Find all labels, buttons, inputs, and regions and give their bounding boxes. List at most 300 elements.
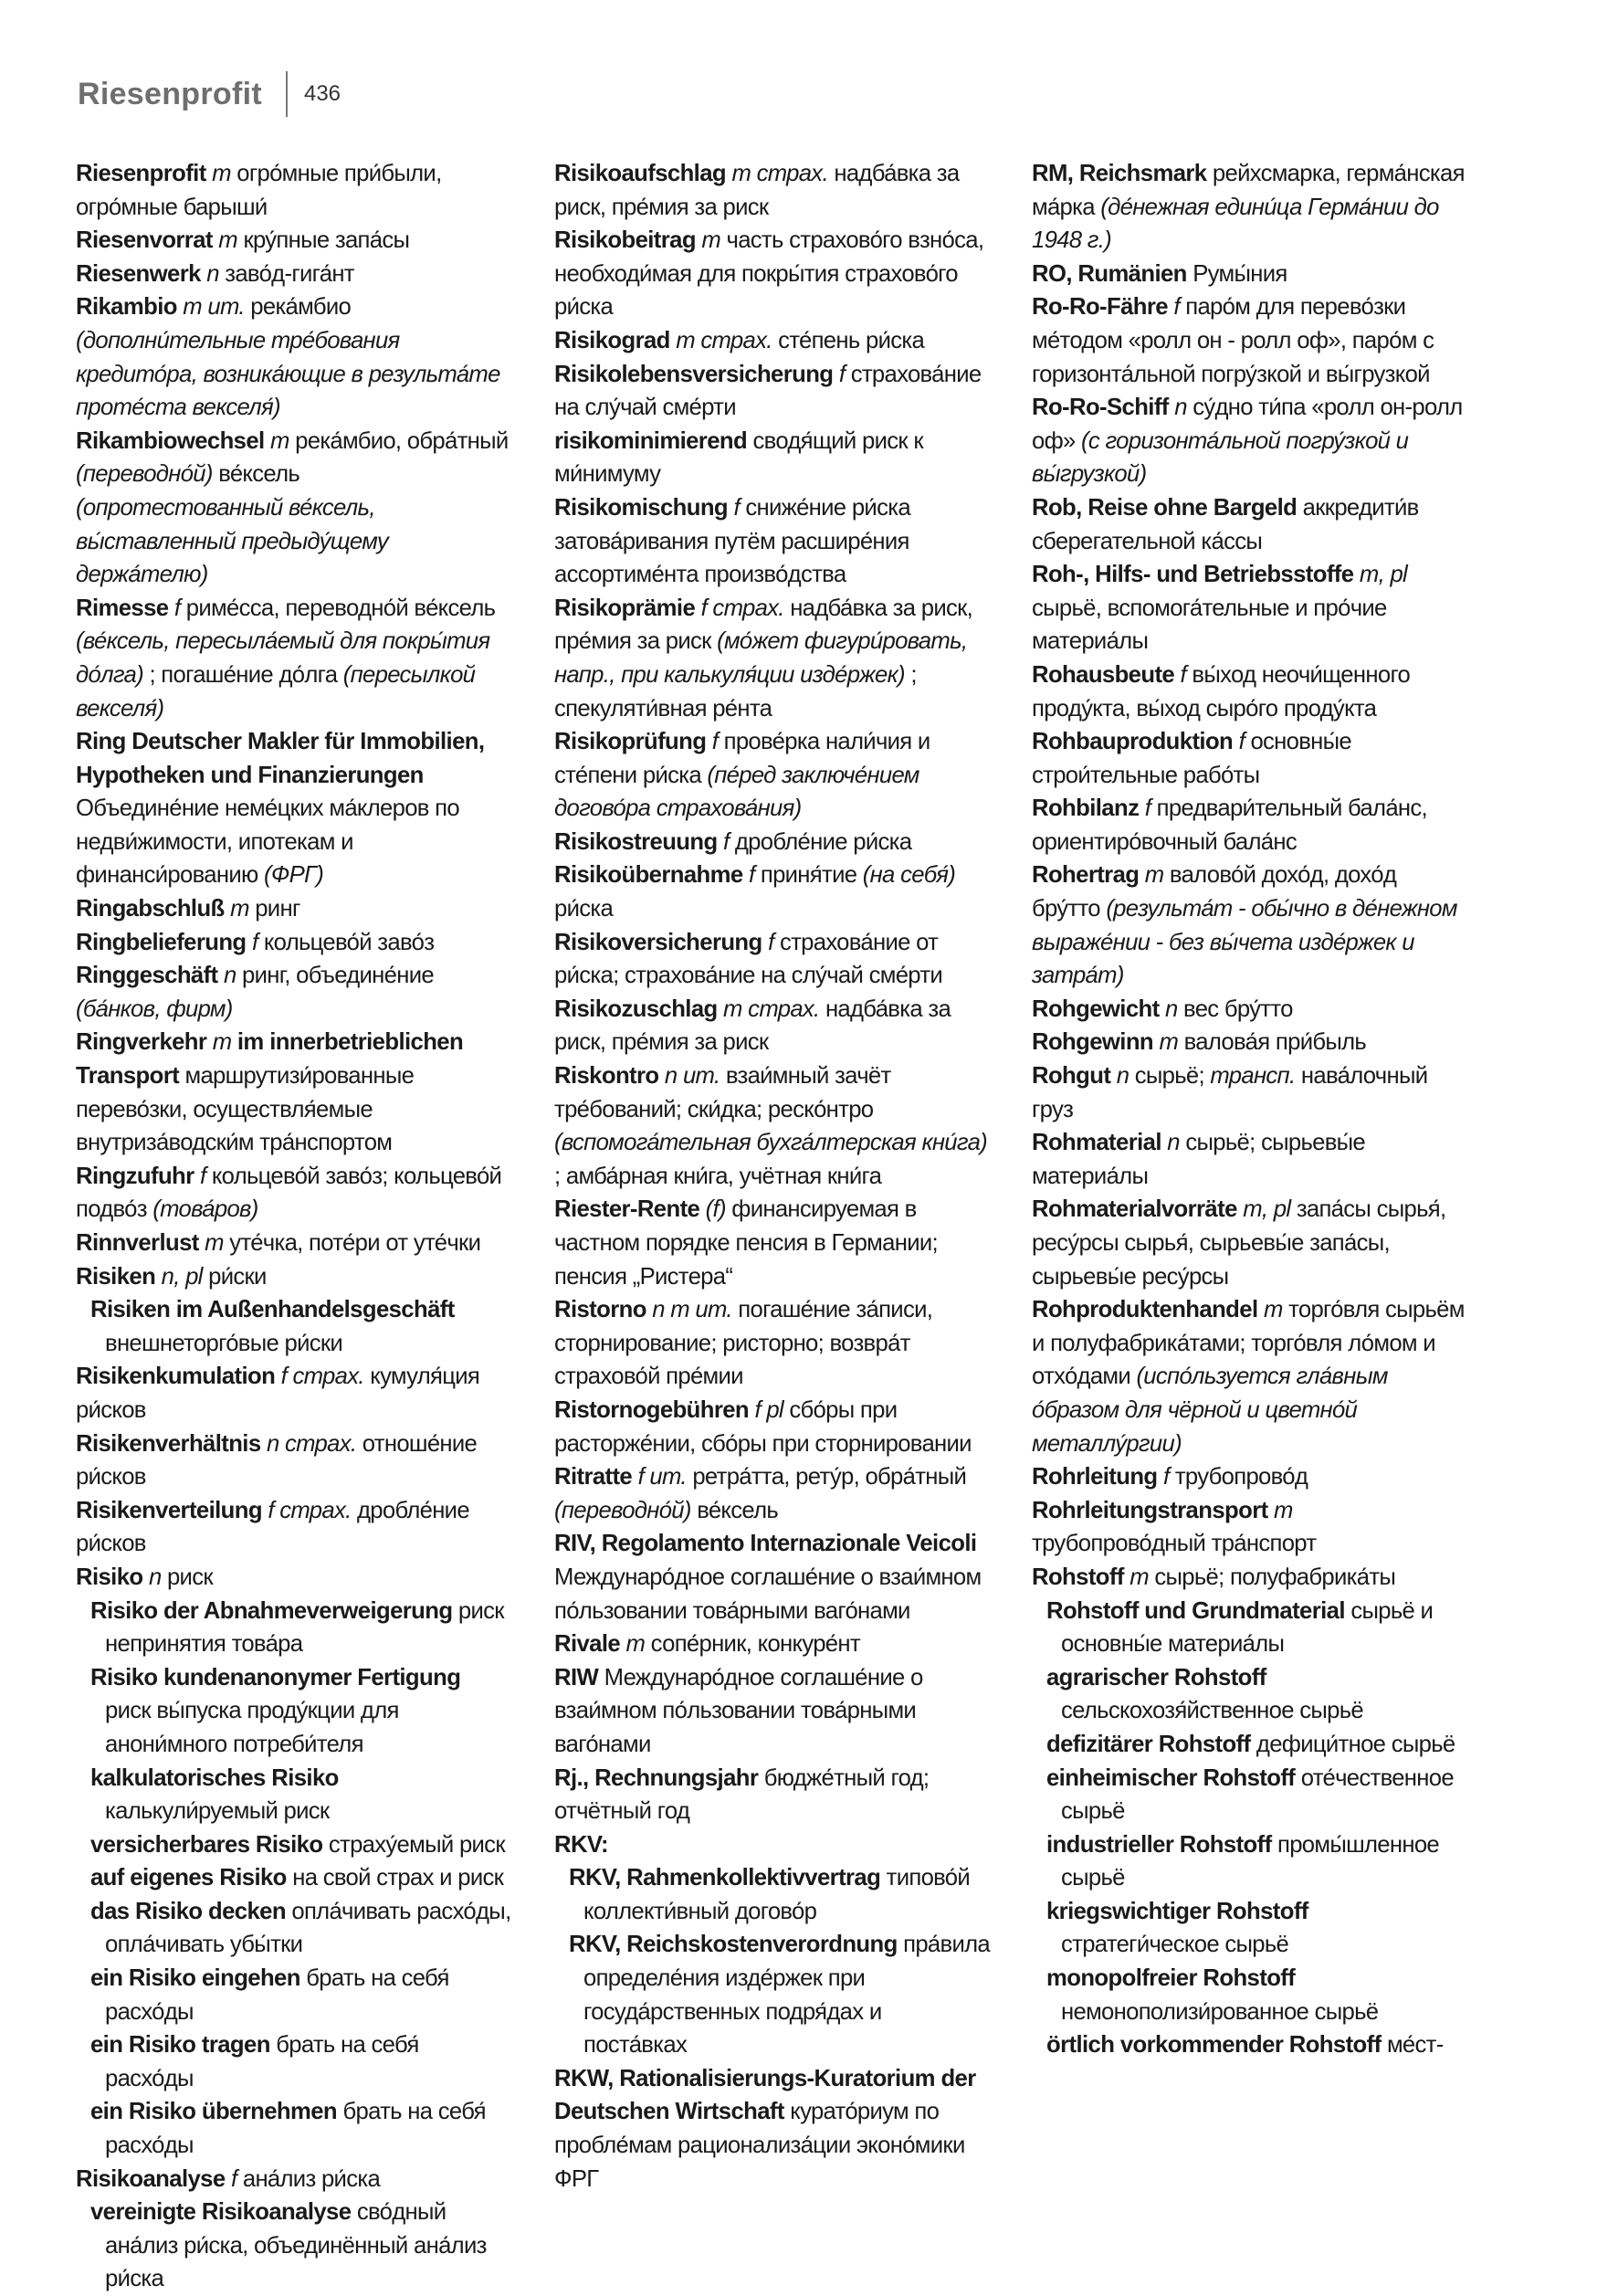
dictionary-entry — [540, 826, 990, 859]
translation: сте́пень ри́ска — [778, 327, 925, 353]
translation: заво́д-гига́нт — [225, 260, 354, 287]
headword: Risikenverhältnis — [76, 1430, 261, 1457]
translation: сельскохозя́йственное сырьё — [1061, 1698, 1364, 1724]
translation: аккредити́в сберегательной ка́ссы — [1032, 494, 1419, 554]
translation: брать на себя́ расхо́ды — [105, 2032, 419, 2091]
grammar-label: f — [748, 862, 755, 889]
translation: надба́вка за риск, пре́мия за риск — [554, 995, 951, 1056]
translation: часть страхово́го взно́са, необходи́мая для покры́тия страхово́го ри́ска — [554, 227, 984, 321]
headword: RKV, Reichskostenverordnung — [569, 1932, 898, 1958]
translation: дробле́ние ри́сков — [76, 1497, 469, 1557]
headword: Ro-Ro-Schiff — [1032, 395, 1169, 421]
dictionary-entry — [1017, 658, 1467, 725]
translation: огро́мные при́были, огро́мные барыши́ — [76, 161, 442, 220]
usage-note: (това́ров) — [152, 1196, 258, 1223]
grammar-label: f страх. — [268, 1497, 352, 1523]
dictionary-entry — [540, 1394, 990, 1460]
headword: RM, Reichsmark — [1032, 161, 1207, 186]
headword: Risikoprüfung — [554, 729, 707, 755]
headword: Risikoübernahme — [554, 862, 743, 889]
page-number: 436 — [303, 81, 341, 106]
dictionary-entry — [1017, 258, 1467, 291]
headword: Risiken — [76, 1263, 156, 1290]
translation: валова́я при́быль — [1183, 1029, 1367, 1056]
grammar-label: n страх. — [266, 1430, 357, 1457]
dictionary-entry — [1017, 157, 1467, 258]
translation: дробле́ние ри́ска — [734, 828, 912, 855]
headword: RO, Rumänien — [1032, 260, 1187, 287]
dictionary-entry — [540, 1762, 990, 1828]
translation: надба́вка за риск, пре́мия за риск — [554, 161, 960, 220]
dictionary-entry — [540, 425, 990, 491]
translation: страхова́ние от ри́ска; страхова́ние на слу́чай сме́рти — [554, 929, 943, 989]
usage-note: (ФРГ) — [264, 862, 324, 889]
translation: немонополизи́рованное сырьё — [1061, 1998, 1379, 2025]
dictionary-entry — [540, 324, 990, 358]
headword: kalkulatorisches Risiko — [90, 1764, 339, 1791]
headword: Rohausbeute — [1032, 661, 1175, 688]
header-divider — [286, 71, 288, 117]
dictionary-entry — [1017, 792, 1467, 858]
dictionary-entry — [61, 1561, 511, 1595]
dictionary-subentry — [1032, 1728, 1467, 1762]
dictionary-subentry — [76, 1962, 511, 2028]
translation: сырьё, вспомога́тельные и про́чие материа́лы — [1032, 595, 1387, 655]
headword: Rohbauproduktion — [1032, 729, 1234, 755]
translation: риме́сса, переводно́й ве́ксель — [185, 595, 496, 621]
headword: Rohmaterial — [1032, 1130, 1161, 1156]
dictionary-entry — [61, 1427, 511, 1494]
running-head-word: Riesenprofit — [78, 76, 262, 111]
dictionary-entry — [540, 491, 990, 592]
headword: Ringgeschäft — [76, 963, 218, 989]
grammar-label: (f) — [705, 1196, 726, 1223]
headword: Riester-Rente — [554, 1196, 700, 1223]
translation: взаи́мный зачёт тре́бований; ски́дка; реско́нтро — [554, 1063, 891, 1122]
dictionary-subentry — [554, 1928, 990, 2061]
dictionary-entry — [540, 358, 990, 425]
usage-note: (пе́ред заключе́нием догово́ра страхова́ния) — [554, 762, 919, 822]
dictionary-entry — [61, 892, 511, 926]
dictionary-column-3 — [1032, 157, 1467, 2062]
translation-continued: ри́ска — [554, 896, 614, 922]
headword: Rob, Reise ohne Bargeld — [1032, 494, 1298, 521]
dictionary-entry — [61, 2163, 511, 2196]
headword: Rinnverlust — [76, 1230, 199, 1256]
headword: RKW, Rationalisierungs-Kuratorium der Deutschen Wirtschaft — [554, 2065, 976, 2125]
translation: на свой страх и риск — [292, 1865, 504, 1891]
dictionary-entry — [61, 157, 511, 224]
translation-continued: ве́ксель — [697, 1497, 779, 1523]
headword: RKV: — [554, 1831, 608, 1858]
dictionary-entry — [540, 926, 990, 993]
grammar-label: m — [1274, 1497, 1293, 1523]
translation: Объедине́ние неме́цких ма́клеров по недви́жимости, ипотекам и финанси́рованию — [76, 795, 459, 889]
dictionary-entry — [61, 258, 511, 291]
dictionary-entry — [540, 592, 990, 725]
headword: versicherbares Risiko — [90, 1831, 323, 1858]
dictionary-entry — [61, 725, 511, 892]
usage-note: (дополни́тельные тре́бования кредито́ра, возника́ющие в результа́те проте́ста векселя́) — [76, 327, 500, 421]
translation-continued: нава́лочный груз — [1032, 1063, 1428, 1122]
dictionary-subentry — [76, 2095, 511, 2162]
translation: вес бру́тто — [1183, 995, 1293, 1022]
usage-note-2: (опротестованный ве́ксель, вы́ставленный предыду́щему держа́телю) — [76, 494, 388, 588]
translation: сопе́рник, конкуре́нт — [650, 1631, 860, 1658]
grammar-label: m — [270, 427, 289, 454]
translation: валово́й дохо́д, дохо́д бру́тто — [1032, 862, 1397, 922]
translation: отноше́ние ри́сков — [76, 1430, 478, 1490]
headword: Rohrleitungstransport — [1032, 1497, 1268, 1523]
translation: типово́й коллекти́вный догово́р — [583, 1865, 971, 1924]
dictionary-entry — [540, 858, 990, 925]
dictionary-entry — [1017, 1494, 1467, 1561]
usage-note: (с горизонта́льной погру́зкой и вы́грузкой) — [1032, 427, 1409, 488]
dictionary-entry — [1017, 993, 1467, 1027]
translation: сниже́ние ри́ска затова́ривания путём расшире́ния ассортиме́нта произво́дства — [554, 494, 910, 588]
translation: сводя́щий риск к ми́нимуму — [554, 427, 923, 488]
dictionary-entry — [540, 1527, 990, 1627]
dictionary-entry — [540, 2062, 990, 2196]
translation: река́мбио, обра́тный — [295, 427, 509, 454]
dictionary-column-1 — [76, 157, 511, 2296]
dictionary-subentry — [76, 1762, 511, 1828]
dictionary-entry — [540, 1193, 990, 1293]
dictionary-subentry — [76, 1828, 511, 1862]
headword: Ristornogebühren — [554, 1396, 750, 1423]
translation: река́мбио — [250, 294, 352, 321]
grammar-label: m — [212, 161, 231, 186]
usage-note: (на себя́) — [862, 862, 956, 889]
translation: ринг, объедине́ние — [241, 963, 434, 989]
grammar-label: m — [218, 227, 237, 254]
dictionary-entry — [1017, 1293, 1467, 1460]
grammar-label: f — [199, 1163, 206, 1189]
translation: погаше́ние за́писи, сторнирование; ристорно; возвра́т страхово́й пре́мии — [554, 1297, 933, 1390]
headword: Riesenwerk — [76, 260, 201, 287]
usage-note: трансп. — [1210, 1063, 1296, 1090]
usage-note: (вспомога́тельная бухга́лтерская кни́га) — [554, 1130, 988, 1156]
usage-note: (переводно́й) — [554, 1497, 691, 1523]
usage-note: (переводно́й) — [76, 461, 213, 488]
headword: auf eigenes Risiko — [90, 1865, 287, 1891]
grammar-label: f — [1238, 729, 1245, 755]
grammar-label: m — [230, 896, 249, 922]
headword: risikominimierend — [554, 427, 748, 454]
dictionary-column-2 — [554, 157, 990, 2196]
grammar-label: n — [1174, 395, 1187, 421]
headword: Rohstoff — [1032, 1564, 1124, 1590]
headword: agrarischer Rohstoff — [1046, 1664, 1266, 1690]
grammar-label: n, pl — [161, 1263, 203, 1290]
dictionary-entry — [1017, 1460, 1467, 1494]
dictionary-entry — [540, 1627, 990, 1661]
headword: das Risiko decken — [90, 1898, 286, 1924]
dictionary-entry — [1017, 1059, 1467, 1126]
translation: калькули́руемый риск — [105, 1798, 330, 1825]
translation: ри́ски — [208, 1263, 267, 1290]
dictionary-entry — [540, 1828, 990, 1862]
grammar-label: n — [1165, 995, 1178, 1022]
translation: стратеги́ческое сырьё — [1061, 1932, 1289, 1958]
grammar-label: f — [1173, 294, 1180, 321]
grammar-label: m — [205, 1230, 224, 1256]
grammar-label: f — [1144, 795, 1151, 822]
grammar-label: f — [733, 494, 740, 521]
dictionary-subentry — [76, 1861, 511, 1895]
dictionary-subentry — [1032, 1762, 1467, 1828]
headword: RIV, Regolamento Internazionale Veicoli — [554, 1531, 977, 1557]
dictionary-entry — [540, 1059, 990, 1193]
dictionary-entry — [61, 1160, 511, 1227]
grammar-label: f pl — [754, 1396, 783, 1423]
headword: Rohmaterialvorräte — [1032, 1196, 1237, 1223]
headword: einheimischer Rohstoff — [1046, 1764, 1296, 1791]
headword: RKV, Rahmenkollektivvertrag — [569, 1865, 881, 1891]
dictionary-entry — [1017, 558, 1467, 658]
dictionary-subentry — [76, 1293, 511, 1360]
dictionary-subentry — [76, 2196, 511, 2296]
translation: Междунаро́дное соглаше́ние о взаи́мном по́льзовании това́рными ваго́нами — [554, 1564, 982, 1624]
headword: Risikenverteilung — [76, 1497, 262, 1523]
headword: Risikoprämie — [554, 595, 696, 621]
headword: Risikozuschlag — [554, 995, 718, 1022]
headword: Rohbilanz — [1032, 795, 1140, 822]
dictionary-entry — [61, 1227, 511, 1260]
headword: Risiko — [76, 1564, 143, 1590]
translation: промы́шленное сырьё — [1061, 1831, 1440, 1891]
dictionary-entry — [540, 725, 990, 826]
headword: ein Risiko eingehen — [90, 1965, 300, 1992]
dictionary-entry — [540, 993, 990, 1059]
grammar-label: m — [1263, 1297, 1283, 1323]
translation: пра́вила определе́ния изде́ржек при госуда́рственных подря́дах и поста́вках — [583, 1932, 990, 2059]
translation: страху́емый риск — [328, 1831, 505, 1858]
dictionary-entry — [61, 1260, 511, 1294]
translation: брать на себя́ расхо́ды — [105, 2099, 486, 2159]
headword: vereinigte Risikoanalyse — [90, 2199, 352, 2226]
translation: внешнеторго́вые ри́ски — [105, 1330, 343, 1356]
dictionary-entry — [61, 959, 511, 1026]
headword: Rohertrag — [1032, 862, 1140, 889]
dictionary-subentry — [1032, 1661, 1467, 1728]
grammar-label: f — [768, 929, 774, 955]
translation: опла́чивать расхо́ды, опла́чивать убы́тки — [105, 1898, 511, 1958]
translation: предвари́тельный бала́нс, ориентиро́вочный бала́нс — [1032, 795, 1427, 855]
translation: ретра́тта, рету́р, обра́тный — [692, 1464, 967, 1490]
headword: Risikograd — [554, 327, 670, 353]
headword: Rohgewinn — [1032, 1029, 1154, 1056]
grammar-label: n — [206, 260, 219, 287]
grammar-label: n m ит. — [652, 1297, 732, 1323]
headword: Rohrleitung — [1032, 1464, 1158, 1490]
dictionary-entry — [61, 592, 511, 725]
translation: сырьё; полуфабрика́ты — [1154, 1564, 1396, 1590]
headword: Rj., Rechnungsjahr — [554, 1764, 759, 1791]
dictionary-entry — [540, 157, 990, 224]
headword: industrieller Rohstoff — [1046, 1831, 1272, 1858]
translation: ана́лиз ри́ска — [242, 2165, 381, 2192]
headword: ein Risiko übernehmen — [90, 2099, 338, 2125]
translation: кольцево́й заво́з — [263, 929, 435, 955]
headword-phrase: im innerbetrieblichen Transport — [76, 1029, 464, 1090]
translation: трубопрово́д — [1174, 1464, 1308, 1490]
headword: Risikoaufschlag — [554, 161, 726, 186]
translation: сырьё; — [1134, 1063, 1204, 1090]
translation-continued: ; амба́рная кни́га, учётная кни́га — [554, 1163, 882, 1189]
grammar-label: m страх. — [676, 327, 772, 353]
dictionary-entry — [1017, 1561, 1467, 1595]
grammar-label: n — [148, 1564, 162, 1590]
dictionary-entry — [61, 1360, 511, 1427]
grammar-label: m — [212, 1029, 232, 1056]
grammar-label: f ит. — [637, 1464, 687, 1490]
translation: маршрутизи́рованные перево́зки, осуществля́емые внутриза́водски́м тра́нспортом — [76, 1063, 415, 1156]
translation: кру́пные запа́сы — [243, 227, 410, 254]
headword: Ringverkehr — [76, 1029, 207, 1056]
dictionary-entry — [1017, 391, 1467, 491]
translation: Румы́ния — [1192, 260, 1287, 287]
dictionary-subentry — [76, 1595, 511, 1661]
translation: оте́чественное сырьё — [1061, 1764, 1454, 1825]
dictionary-subentry — [554, 1861, 990, 1928]
headword: RIW — [554, 1664, 599, 1690]
dictionary-entry — [61, 425, 511, 592]
dictionary-subentry — [1032, 1828, 1467, 1895]
running-header — [78, 71, 341, 117]
translation: страхова́ние на слу́чай сме́рти — [554, 361, 982, 421]
headword: Ringzufuhr — [76, 1163, 194, 1189]
grammar-label: n — [1167, 1130, 1180, 1156]
headword: Rimesse — [76, 595, 169, 621]
grammar-label: f — [1180, 661, 1186, 688]
headword: ein Risiko tragen — [90, 2032, 270, 2059]
headword: Roh-, Hilfs- und Betriebsstoffe — [1032, 562, 1354, 588]
translation: кольцево́й заво́з; кольцево́й подво́з — [76, 1163, 502, 1223]
translation: торго́вля сырьём и полуфабрика́тами; торго́вля ло́мом и отхо́дами — [1032, 1297, 1465, 1390]
translation: риск — [166, 1564, 213, 1590]
translation: приня́тие — [760, 862, 857, 889]
usage-note: (испо́льзуется гла́вным о́бразом для чёрной и цветно́й металлу́ргии) — [1032, 1364, 1388, 1457]
usage-note: (ба́нков, фирм) — [76, 995, 233, 1022]
headword: Riesenvorrat — [76, 227, 213, 254]
dictionary-entry — [540, 1460, 990, 1527]
grammar-label: m страх. — [731, 161, 828, 186]
grammar-label: m, pl — [1243, 1196, 1291, 1223]
headword: Rikambiowechsel — [76, 427, 265, 454]
translation: дефици́тное сырьё — [1256, 1731, 1455, 1757]
translation-continued: ; погаше́ние до́лга — [149, 661, 338, 688]
grammar-label: n — [223, 963, 236, 989]
translation: су́дно ти́па «ролл он-ролл оф» — [1032, 395, 1463, 454]
dictionary-entry — [540, 224, 990, 324]
headword: Rohproduktenhandel — [1032, 1297, 1258, 1323]
usage-note: (результа́т - обы́чно в де́нежном выраже́нии - без вы́чета изде́ржек и затра́т) — [1032, 896, 1457, 989]
translation: риск непринятия това́ра — [105, 1597, 504, 1658]
dictionary-entry — [1017, 290, 1467, 391]
translation: финансируемая в частном порядке пенсия в Германии; пенсия „Ристера“ — [554, 1196, 938, 1290]
dictionary-entry — [540, 1293, 990, 1394]
grammar-label: f — [711, 729, 719, 755]
headword: Risikoversicherung — [554, 929, 762, 955]
grammar-label: m ит. — [183, 294, 245, 321]
usage-note-2: (пересылкой векселя́) — [76, 661, 476, 721]
headword: Risikenkumulation — [76, 1364, 276, 1390]
dictionary-subentry — [1032, 2028, 1467, 2062]
grammar-label: m страх. — [723, 995, 820, 1022]
dictionary-subentry — [1032, 1595, 1467, 1661]
dictionary-entry — [1017, 858, 1467, 992]
dictionary-entry — [540, 1661, 990, 1762]
headword: monopolfreier Rohstoff — [1046, 1965, 1296, 1992]
translation: сырьё; сырьевы́е материа́лы — [1032, 1130, 1366, 1189]
grammar-label: m — [1159, 1029, 1179, 1056]
dictionary-subentry — [76, 1661, 511, 1762]
translation: сырьё и основны́е материа́лы — [1061, 1597, 1434, 1658]
translation: трубопрово́дный тра́нспорт — [1032, 1531, 1317, 1557]
translation: кумуля́ция ри́сков — [76, 1364, 480, 1423]
dictionary-entry — [61, 1494, 511, 1561]
translation: курато́риум по пробле́мам рационализа́ции эконо́мики ФРГ — [554, 2099, 965, 2192]
dictionary-entry — [61, 290, 511, 424]
grammar-label: m — [1129, 1564, 1149, 1590]
grammar-label: f — [251, 929, 258, 955]
dictionary-entry — [1017, 491, 1467, 558]
dictionary-entry — [1017, 725, 1467, 792]
headword: Risikobeitrag — [554, 227, 696, 254]
headword: Rohgut — [1032, 1063, 1111, 1090]
dictionary-entry — [61, 926, 511, 960]
translation: риск вы́пуска проду́кции для анони́много потреби́теля — [105, 1698, 399, 1757]
grammar-label: f страх. — [280, 1364, 364, 1390]
headword: Ringabschluß — [76, 896, 225, 922]
dictionary-subentry — [1032, 1895, 1467, 1962]
headword: örtlich vorkommender Rohstoff — [1046, 2032, 1382, 2059]
headword: Risikolebensversicherung — [554, 361, 834, 387]
translation: вы́ход неочи́щенного проду́кта, вы́ход сыро́го проду́кта — [1032, 661, 1411, 721]
translation: бюдже́тный год; отчётный год — [554, 1764, 930, 1825]
translation: запа́сы сырья́, ресу́рсы сырья́, сырьевы́е запа́сы, сырьевы́е ресу́рсы — [1032, 1196, 1446, 1290]
headword: Rikambio — [76, 294, 177, 321]
headword: Ring Deutscher Makler für Immobilien, Hypotheken und Finanzierungen — [76, 729, 485, 788]
translation: рейхсмарка, герма́нская ма́рка — [1032, 161, 1465, 220]
headword: Ristorno — [554, 1297, 646, 1323]
usage-note: (де́нежная едини́ца Герма́нии до 1948 г.) — [1032, 194, 1439, 254]
grammar-label: m — [701, 227, 721, 254]
usage-note: (мо́жет фигури́ровать, напр., при калькуля́ции изде́ржек) — [554, 628, 968, 688]
headword: Ro-Ro-Fähre — [1032, 294, 1168, 321]
headword: Riesenprofit — [76, 161, 206, 186]
dictionary-entry — [1017, 1126, 1467, 1193]
dictionary-entry — [61, 1026, 511, 1159]
translation: ме́ст- — [1386, 2032, 1444, 2059]
translation: прове́рка нали́чия и сте́пени ри́ска — [554, 729, 930, 788]
dictionary-subentry — [76, 1895, 511, 1962]
translation-continued: ве́ксель — [218, 461, 300, 488]
grammar-label: m — [625, 1631, 646, 1658]
translation-continued: ; спекуляти́вная ре́нта — [554, 661, 917, 721]
grammar-label: f — [838, 361, 846, 387]
grammar-label: f страх. — [700, 595, 784, 621]
translation: основны́е строи́тельные рабо́ты — [1032, 729, 1352, 788]
translation: сбо́ры при расторже́нии, сбо́ры при сторнировании — [554, 1396, 972, 1457]
headword: Risikomischung — [554, 494, 729, 521]
dictionary-entry — [1017, 1193, 1467, 1293]
dictionary-entry — [1017, 1026, 1467, 1059]
grammar-label: f — [173, 595, 181, 621]
translation: уте́чка, поте́ри от уте́чки — [229, 1230, 481, 1256]
dictionary-entry — [61, 224, 511, 258]
